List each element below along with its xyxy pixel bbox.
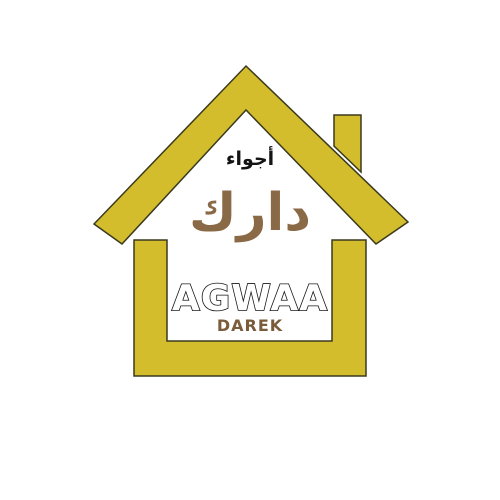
english-brand-line-1: AGWAA [171, 278, 329, 319]
english-brand-line-2: DAREK [216, 316, 284, 335]
arabic-brand-line-1: أجواء [225, 148, 275, 170]
arabic-brand-line-2: دارك [188, 183, 312, 243]
